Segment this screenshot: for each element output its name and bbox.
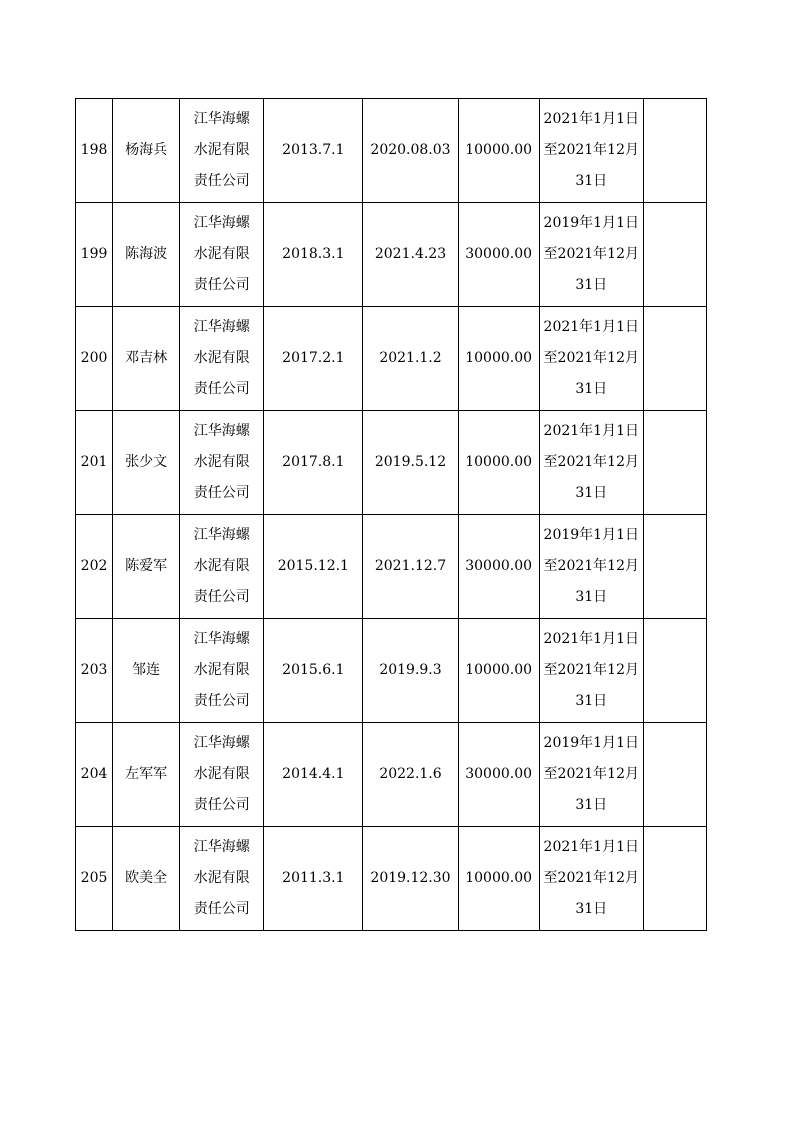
row-number: 203 xyxy=(76,619,113,723)
table-row xyxy=(76,307,707,411)
row-number: 201 xyxy=(76,411,113,515)
period-cell xyxy=(539,619,643,723)
start-date: 2018.3.1 xyxy=(264,203,363,307)
row-number: 202 xyxy=(76,515,113,619)
period-cell xyxy=(539,411,643,515)
note-cell xyxy=(643,307,706,411)
row-number: 205 xyxy=(76,827,113,931)
company-cell xyxy=(180,723,264,827)
person-name: 杨海兵 xyxy=(113,99,180,203)
period-cell xyxy=(539,203,643,307)
period: 2021年1月1日至2021年12月31日 xyxy=(543,631,639,709)
records-table-body xyxy=(76,99,707,931)
period-cell xyxy=(539,515,643,619)
company-cell xyxy=(180,203,264,307)
company-cell xyxy=(180,619,264,723)
end-date: 2019.5.12 xyxy=(363,411,458,515)
table-row xyxy=(76,99,707,203)
amount: 30000.00 xyxy=(458,723,539,827)
note-cell xyxy=(643,99,706,203)
table-row xyxy=(76,827,707,931)
amount: 10000.00 xyxy=(458,619,539,723)
end-date: 2021.4.23 xyxy=(363,203,458,307)
company-cell xyxy=(180,411,264,515)
period: 2019年1月1日至2021年12月31日 xyxy=(543,527,639,605)
company-name: 江华海螺水泥有限责任公司 xyxy=(193,319,250,397)
table-row xyxy=(76,515,707,619)
table-row xyxy=(76,203,707,307)
note-cell xyxy=(643,411,706,515)
amount: 10000.00 xyxy=(458,411,539,515)
row-number: 199 xyxy=(76,203,113,307)
end-date: 2021.12.7 xyxy=(363,515,458,619)
end-date: 2022.1.6 xyxy=(363,723,458,827)
period-cell xyxy=(539,99,643,203)
note-cell xyxy=(643,619,706,723)
start-date: 2013.7.1 xyxy=(264,99,363,203)
period: 2019年1月1日至2021年12月31日 xyxy=(543,735,639,813)
start-date: 2017.2.1 xyxy=(264,307,363,411)
end-date: 2021.1.2 xyxy=(363,307,458,411)
person-name: 欧美全 xyxy=(113,827,180,931)
period: 2021年1月1日至2021年12月31日 xyxy=(543,319,639,397)
start-date: 2014.4.1 xyxy=(264,723,363,827)
company-cell xyxy=(180,307,264,411)
period-cell xyxy=(539,723,643,827)
amount: 30000.00 xyxy=(458,515,539,619)
period: 2021年1月1日至2021年12月31日 xyxy=(543,423,639,501)
company-name: 江华海螺水泥有限责任公司 xyxy=(193,423,250,501)
start-date: 2015.12.1 xyxy=(264,515,363,619)
note-cell xyxy=(643,723,706,827)
start-date: 2011.3.1 xyxy=(264,827,363,931)
note-cell xyxy=(643,515,706,619)
note-cell xyxy=(643,827,706,931)
person-name: 张少文 xyxy=(113,411,180,515)
company-name: 江华海螺水泥有限责任公司 xyxy=(193,839,250,917)
amount: 30000.00 xyxy=(458,203,539,307)
period-cell xyxy=(539,827,643,931)
company-cell xyxy=(180,515,264,619)
start-date: 2015.6.1 xyxy=(264,619,363,723)
company-name: 江华海螺水泥有限责任公司 xyxy=(193,111,250,189)
end-date: 2019.12.30 xyxy=(363,827,458,931)
table-row xyxy=(76,723,707,827)
person-name: 邓吉林 xyxy=(113,307,180,411)
company-name: 江华海螺水泥有限责任公司 xyxy=(193,631,250,709)
amount: 10000.00 xyxy=(458,827,539,931)
start-date: 2017.8.1 xyxy=(264,411,363,515)
row-number: 200 xyxy=(76,307,113,411)
person-name: 左军军 xyxy=(113,723,180,827)
row-number: 204 xyxy=(76,723,113,827)
end-date: 2019.9.3 xyxy=(363,619,458,723)
company-name: 江华海螺水泥有限责任公司 xyxy=(193,735,250,813)
row-number: 198 xyxy=(76,99,113,203)
company-cell xyxy=(180,99,264,203)
table-row xyxy=(76,619,707,723)
company-name: 江华海螺水泥有限责任公司 xyxy=(193,527,250,605)
note-cell xyxy=(643,203,706,307)
end-date: 2020.08.03 xyxy=(363,99,458,203)
records-table xyxy=(75,98,707,931)
company-name: 江华海螺水泥有限责任公司 xyxy=(193,215,250,293)
period: 2019年1月1日至2021年12月31日 xyxy=(543,215,639,293)
period: 2021年1月1日至2021年12月31日 xyxy=(543,111,639,189)
company-cell xyxy=(180,827,264,931)
amount: 10000.00 xyxy=(458,307,539,411)
period-cell xyxy=(539,307,643,411)
person-name: 陈爱军 xyxy=(113,515,180,619)
period: 2021年1月1日至2021年12月31日 xyxy=(543,839,639,917)
person-name: 邹连 xyxy=(113,619,180,723)
person-name: 陈海波 xyxy=(113,203,180,307)
table-row xyxy=(76,411,707,515)
amount: 10000.00 xyxy=(458,99,539,203)
